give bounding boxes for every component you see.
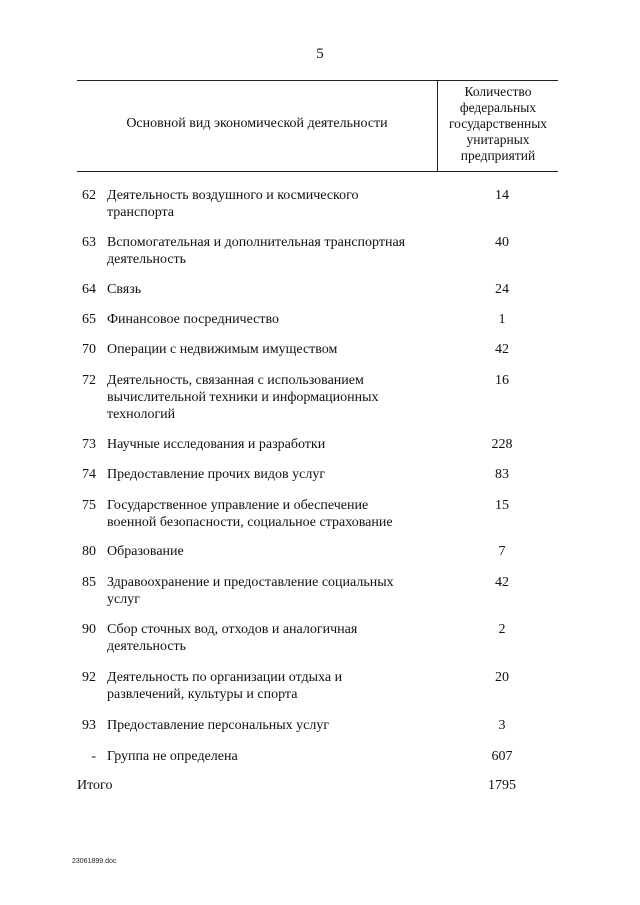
header-count-line: федеральных — [459, 100, 537, 115]
header-activity: Основной вид экономической деятельности — [126, 116, 388, 131]
row-activity-name-line: Предоставление персональных услуг — [107, 718, 330, 733]
row-activity-name-line: Научные исследования и разработки — [107, 437, 326, 452]
row-activity-name-line: Операции с недвижимым имуществом — [107, 342, 338, 357]
row-activity-name-line: Деятельность по организации отдыха и — [107, 670, 343, 685]
row-count: 42 — [495, 342, 509, 357]
row-code: 92 — [82, 670, 96, 685]
row-activity-name — [107, 466, 437, 483]
row-count: 7 — [498, 544, 506, 559]
row-count: 15 — [495, 498, 509, 513]
row-activity-name-line: деятельность — [107, 252, 187, 267]
row-activity-name — [107, 187, 437, 221]
row-activity-name — [107, 234, 437, 268]
row-activity-name-line: Здравоохранение и предоставление социальных — [107, 575, 394, 590]
row-code: 80 — [82, 544, 96, 559]
row-code: - — [91, 749, 96, 764]
row-activity-name — [107, 341, 437, 358]
row-activity-name-line: Группа не определена — [107, 749, 238, 764]
row-count: 3 — [498, 718, 506, 733]
row-count: 16 — [495, 373, 509, 388]
header-count-line: унитарных — [466, 132, 530, 147]
row-activity-name-line: услуг — [107, 592, 140, 607]
row-count: 40 — [495, 235, 509, 250]
row-activity-name — [107, 748, 437, 765]
row-activity-name-line: Вспомогательная и дополнительная транспортная — [107, 235, 406, 250]
row-code: 85 — [82, 575, 96, 590]
row-activity-name-line: Образование — [107, 544, 184, 559]
header-count-line: государственных — [448, 116, 548, 131]
row-activity-name-line: технологий — [107, 407, 176, 422]
row-activity-name — [107, 281, 437, 298]
row-activity-name-line: Сбор сточных вод, отходов и аналогичная — [107, 622, 358, 637]
row-count: 228 — [491, 437, 513, 452]
row-activity-name-line: Государственное управление и обеспечение — [107, 498, 369, 513]
row-activity-name — [107, 543, 437, 560]
row-code: 73 — [82, 437, 96, 452]
row-code: 93 — [82, 718, 96, 733]
row-code: 75 — [82, 498, 96, 513]
row-code: 72 — [82, 373, 96, 388]
row-code: 65 — [82, 312, 96, 327]
page-number: 5 — [316, 46, 324, 62]
row-code: 70 — [82, 342, 96, 357]
row-activity-name — [107, 574, 437, 608]
row-count: 20 — [495, 670, 509, 685]
footer-doc-filename: 23061899.doc — [72, 858, 117, 865]
header-count-line: предприятий — [460, 148, 536, 163]
total-value: 1795 — [488, 778, 516, 793]
row-activity-name-line: развлечений, культуры и спорта — [107, 687, 298, 702]
row-code: 90 — [82, 622, 96, 637]
row-activity-name-line: Деятельность воздушного и космического — [107, 188, 359, 203]
row-activity-name-line: Финансовое посредничество — [107, 312, 280, 327]
row-activity-name — [107, 311, 437, 328]
row-code: 64 — [82, 282, 96, 297]
row-count: 2 — [498, 622, 506, 637]
row-count: 42 — [495, 575, 509, 590]
row-activity-name-line: деятельность — [107, 639, 187, 654]
row-count: 14 — [495, 188, 509, 203]
row-count: 1 — [498, 312, 506, 327]
row-code: 74 — [82, 467, 96, 482]
row-count: 83 — [495, 467, 509, 482]
row-activity-name-line: Деятельность, связанная с использованием — [107, 373, 364, 388]
row-activity-name-line: военной безопасности, социальное страхование — [107, 515, 393, 530]
row-activity-name-line: вычислительной техники и информационных — [107, 390, 379, 405]
row-activity-name — [107, 669, 437, 703]
total-label: Итого — [77, 778, 113, 793]
row-code: 62 — [82, 188, 96, 203]
row-activity-name — [107, 436, 437, 453]
row-count: 607 — [491, 749, 513, 764]
row-activity-name — [107, 621, 437, 655]
row-activity-name — [107, 497, 437, 531]
row-code: 63 — [82, 235, 96, 250]
row-activity-name-line: транспорта — [107, 205, 175, 220]
row-activity-name — [107, 372, 437, 423]
row-activity-name-line: Связь — [107, 282, 142, 297]
row-activity-name — [107, 717, 437, 734]
header-count-line: Количество — [464, 84, 532, 99]
row-activity-name-line: Предоставление прочих видов услуг — [107, 467, 326, 482]
row-count: 24 — [495, 282, 509, 297]
